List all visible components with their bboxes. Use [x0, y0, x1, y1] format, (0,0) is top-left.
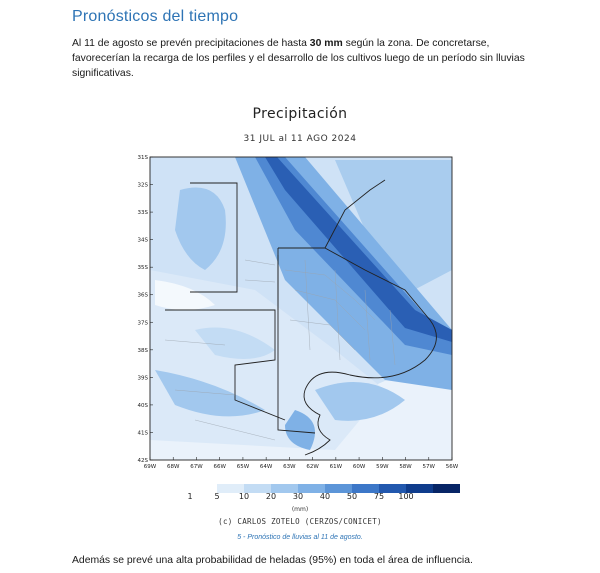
lon-tick-label: 61W [329, 464, 343, 470]
lat-tick-label: 39S [137, 375, 148, 382]
scale-label: 30 [292, 492, 304, 501]
map-title: Precipitación [252, 106, 348, 122]
scale-label: 100 [398, 492, 414, 501]
lat-tick-label: 34S [137, 237, 148, 244]
lon-tick-label: 68W [167, 464, 180, 470]
precipitation-map [135, 150, 465, 480]
lat-tick-label: 36S [137, 292, 148, 299]
lon-tick-label: 62W [306, 464, 319, 470]
section-heading: Pronósticos del tiempo [72, 8, 239, 25]
lat-tick-label: 33S [137, 210, 148, 217]
lon-tick-label: 58W [399, 464, 412, 470]
intro-paragraph [72, 36, 542, 81]
lon-tick-label: 57W [422, 464, 435, 470]
scale-label: 20 [265, 492, 277, 501]
lon-tick-label: 59W [376, 464, 389, 470]
scale-label: 75 [373, 492, 385, 501]
scale-unit: (mm) [291, 506, 309, 513]
map-credit: (c) CARLOS ZOTELO (CERZOS/CONICET) [218, 517, 382, 526]
lon-tick-label: 69W [143, 464, 157, 470]
intro-text-1: Al 11 de agosto se prevén precipitaciones de hasta [72, 38, 310, 49]
intro-text-2: según la zona. De concretarse, favorecerían la recarga de los perfiles y el desarrollo de los cultivos luego de un período sin lluvias significativas. [72, 38, 525, 79]
lat-tick-label: 42S [137, 458, 148, 464]
scale-label: 50 [346, 492, 358, 501]
footer-paragraph: Además se prevé una alta probabilidad de heladas (95%) en toda el área de influencia. [72, 555, 473, 566]
lat-tick-label: 31S [137, 155, 148, 161]
lon-tick-label: 60W [352, 464, 366, 470]
lon-tick-label: 66W [213, 464, 226, 470]
lon-tick-label: 67W [190, 464, 203, 470]
lat-tick-label: 32S [137, 182, 148, 189]
scale-swatch [190, 484, 217, 493]
lat-tick-label: 35S [137, 265, 148, 272]
scale-label: 5 [214, 492, 220, 501]
lon-tick-label: 56W [445, 464, 459, 470]
lat-tick-label: 40S [137, 402, 148, 409]
lon-tick-label: 65W [236, 464, 250, 470]
lat-tick-label: 41S [137, 430, 148, 437]
scale-label: 10 [238, 492, 250, 501]
lat-tick-label: 38S [137, 347, 148, 354]
lon-tick-label: 63W [283, 464, 296, 470]
map-period: 31 JUL al 11 AGO 2024 [243, 134, 357, 144]
lat-tick-label: 37S [137, 320, 148, 327]
scale-swatch [433, 484, 460, 493]
scale-label: 40 [319, 492, 331, 501]
figure-caption: 5 - Pronóstico de lluvias al 11 de agosto. [237, 534, 363, 541]
intro-highlight: 30 mm [309, 38, 343, 49]
scale-label: 1 [187, 492, 193, 501]
lon-tick-label: 64W [259, 464, 273, 470]
